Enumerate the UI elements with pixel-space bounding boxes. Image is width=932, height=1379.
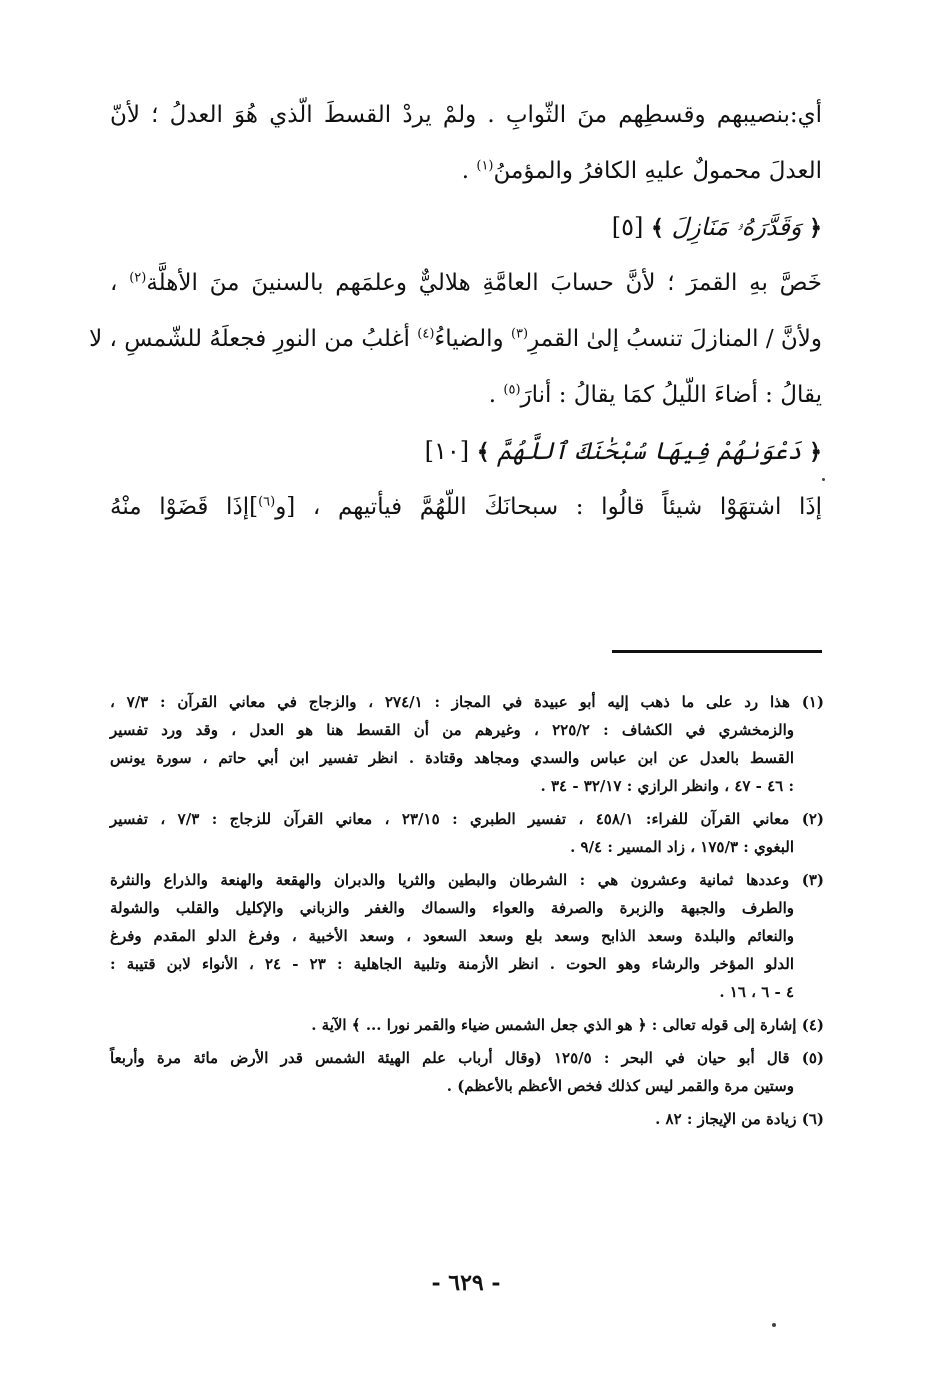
footnote bbox=[110, 1105, 824, 1133]
footnote-line bbox=[110, 866, 824, 894]
footnote-text: وعددها ثمانية وعشرون هي : الشرطان والبطين والثريا والدبران والهقعة والهنعة والذراع والنثرة bbox=[110, 871, 790, 889]
punctuation: . bbox=[488, 382, 504, 408]
footnotes-block bbox=[110, 688, 824, 1138]
footnote bbox=[110, 1011, 824, 1039]
scan-speck bbox=[772, 1323, 776, 1327]
footnote bbox=[110, 688, 824, 800]
text-line bbox=[89, 324, 822, 380]
footnote-separator bbox=[612, 650, 822, 653]
text-line-content: أغلبُ من النورِ فجعلَهُ للشّمسِ ، لا bbox=[89, 326, 418, 352]
footnote-line: والزمخشري في الكشاف : ٢٢٥/٢ ، وغيرهم من أن القسط هنا هو العدل ، وقد ورد تفسير bbox=[110, 721, 794, 739]
footnote-ref: (٥) bbox=[503, 382, 521, 398]
footnote-ref: (٤) bbox=[417, 326, 435, 342]
footnote bbox=[110, 866, 824, 1006]
punctuation: . bbox=[461, 158, 477, 184]
footnote-number: (٣) bbox=[801, 871, 824, 889]
footnote-line: الدلو المؤخر والرشاء وهو الحوت . انظر الأزمنة وتلبية الجاهلية : ٢٣ - ٢٤ ، الأنواء لابن قتيبة : bbox=[110, 955, 795, 973]
quran-verse bbox=[110, 212, 822, 268]
ornate-bracket-open: ﴿ bbox=[809, 439, 822, 465]
footnote-ref: (٦) bbox=[258, 494, 276, 510]
ornate-bracket-open: ﴿ bbox=[809, 215, 822, 241]
footnote-number: (١) bbox=[801, 693, 824, 711]
footnote-ref: (١) bbox=[476, 158, 494, 174]
text-line-content: والضياءُ bbox=[434, 326, 511, 352]
main-text-block bbox=[89, 100, 823, 548]
footnote-line bbox=[110, 805, 824, 833]
text-line-content: خَصَّ بهِ القمرَ ؛ لأنَّ حسابَ العامَّةِ هلاليٌّ وعلمَهم بالسنينَ منَ الأهلَّة bbox=[146, 270, 823, 296]
text-line-content: العدلَ محمولٌ عليهِ الكافرُ والمؤمنُ bbox=[493, 158, 822, 184]
text-line bbox=[110, 100, 822, 156]
text-line-content: ]إذَا قَضَوْا منْهُ bbox=[110, 494, 259, 520]
page-number: - ٦٢٩ - bbox=[431, 1270, 501, 1296]
footnote-line: والطرف والجبهة والزبرة والصرفة والعواء والسماك والغفر والزباني والإكليل والقلب والشولة bbox=[110, 899, 794, 917]
ornate-bracket-close: ﴾ bbox=[651, 215, 664, 241]
verse-number: [٥] bbox=[611, 213, 644, 241]
footnote-line: والنعائم والبلدة وسعد الذابح وسعد بلع وسعد السعود ، وسعد الأخبية ، وفرغ الدلو المقدم وفرغ bbox=[110, 927, 794, 945]
footnote-line: القسط بالعدل عن ابن عباس والسدي ومجاهد وقتادة . انظر تفسير ابن أبي حاتم ، سورة يونس bbox=[110, 749, 794, 767]
footnote-line bbox=[110, 1011, 824, 1039]
text-line bbox=[110, 156, 822, 212]
scan-speck bbox=[822, 478, 825, 481]
quran-verse bbox=[110, 436, 822, 492]
text-line bbox=[110, 380, 822, 436]
text-line-content: يقالُ : أضاءَ اللّيلُ كمَا يقالُ : أنارَ bbox=[520, 382, 822, 408]
footnote bbox=[110, 805, 824, 861]
footnote-ref: (٢) bbox=[129, 270, 147, 286]
punctuation: ، bbox=[110, 270, 130, 296]
footnote-text: معاني القرآن للفراء: ٤٥٨/١ ، تفسير الطبري : ٢٣/١٥ ، معاني القرآن للزجاج : ٧/٣ ، تفسير bbox=[110, 810, 790, 828]
footnote-text: إشارة إلى قوله تعالى : ﴿ هو الذي جعل الشمس ضياء والقمر نورا ... ﴾ الآية . bbox=[311, 1016, 797, 1034]
text-line bbox=[110, 268, 822, 324]
text-line-content: ولأنَّ / المنازلَ تنسبُ إلىٰ القمرِ bbox=[528, 326, 822, 352]
footnote-line: وستين مرة والقمر ليس كذلك فخص الأعظم بالأعظم) . bbox=[446, 1077, 794, 1095]
footnote-ref: (٣) bbox=[510, 326, 529, 342]
verse-text: دَعْوَىٰهُمْ فِيهَا سُبْحَٰنَكَ ٱللَّهُمَّ bbox=[497, 437, 802, 465]
footnote-number: (٢) bbox=[801, 810, 824, 828]
text-line-content: أي:بنصيبهم وقسطِهم منَ الثّوابِ . ولمْ يردْ القسطَ الّذي هُوَ العدلُ ؛ لأنّ bbox=[110, 102, 822, 128]
footnote-number: (٦) bbox=[801, 1110, 824, 1128]
footnote-text: زيادة من الإيجاز : ٨٢ . bbox=[655, 1110, 797, 1128]
footnote-text: قال أبو حيان في البحر : ١٢٥/٥ (وقال أرباب علم الهيئة الشمس قدر الأرض مائة مرة وأربعاً bbox=[110, 1049, 790, 1067]
footnote-line: ٤ - ٦ ، ١٦ . bbox=[719, 983, 794, 1001]
footnote-number: (٤) bbox=[801, 1016, 824, 1034]
footnote-text: هذا رد على ما ذهب إليه أبو عبيدة في المجاز : ٢٧٤/١ ، والزجاج في معاني القرآن : ٧/٣ ، bbox=[110, 693, 790, 711]
footnote-line bbox=[110, 1105, 824, 1133]
footnote-line bbox=[110, 688, 824, 716]
text-line-content: إذَا اشتهَوْا شيئاً قالُوا : سبحانَكَ اللّهُمَّ فيأتيهم ، [و bbox=[275, 494, 822, 520]
footnote-line: البغوي : ١٧٥/٣ ، زاد المسير : ٩/٤ . bbox=[570, 838, 794, 856]
verse-number: [١٠] bbox=[424, 437, 470, 465]
ornate-bracket-close: ﴾ bbox=[476, 439, 490, 465]
text-line bbox=[110, 492, 822, 548]
footnote bbox=[110, 1044, 824, 1100]
footnote-number: (٥) bbox=[801, 1049, 824, 1067]
footnote-line: : ٤٦ - ٤٧ ، وانظر الرازي : ٣٢/١٧ - ٣٤ . bbox=[540, 777, 794, 795]
verse-text: وَقَدَّرَهُۥ مَنَازِلَ bbox=[671, 213, 802, 241]
footnote-line bbox=[110, 1044, 824, 1072]
